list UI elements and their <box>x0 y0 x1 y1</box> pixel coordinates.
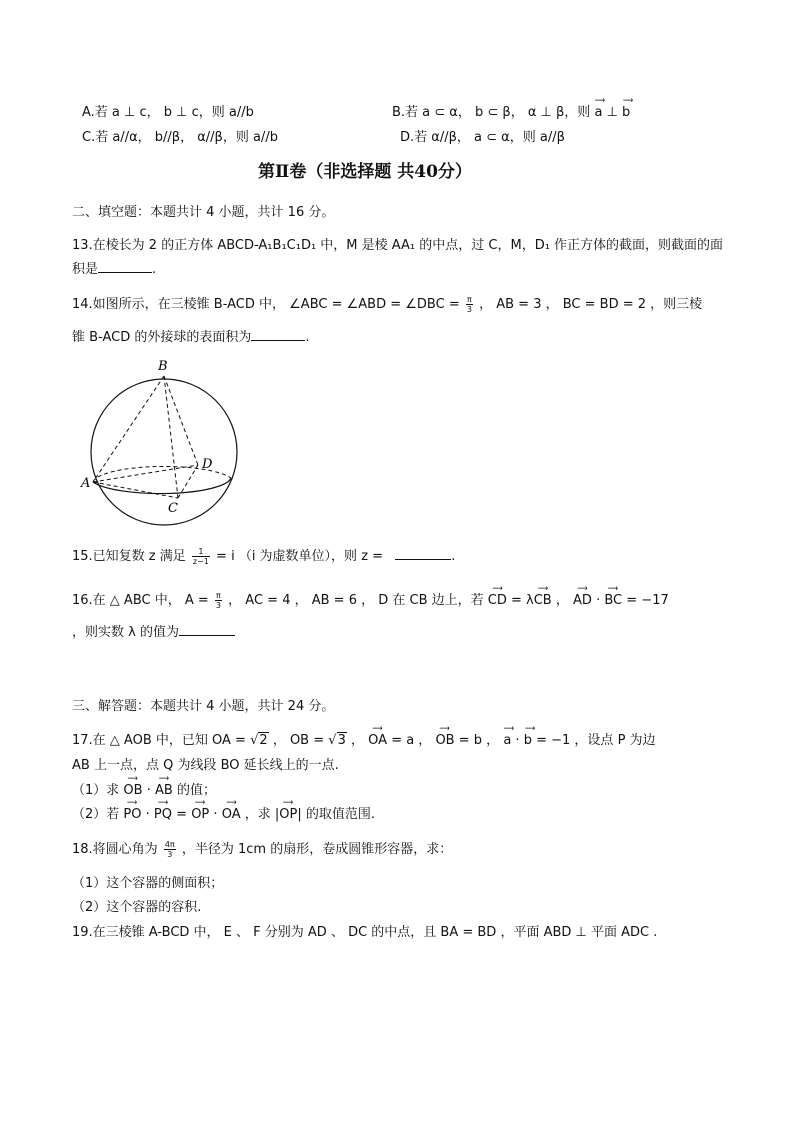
question-17-part2 <box>72 803 375 822</box>
question-17-line2: AB 上一点，点 Q 为线段 BO 延长线上的一点. <box>72 758 339 773</box>
q16-value: = −17 <box>626 593 669 608</box>
q14-text-2: 锥 B-ACD 的外接球的表面积为 <box>72 330 252 345</box>
q17-p1-post: 的值； <box>176 783 216 798</box>
frac-num: π <box>216 591 221 600</box>
fraction-pi-over-3 <box>215 591 222 610</box>
q17-p1-pre: （1）求 <box>72 783 120 798</box>
dot-product: · <box>213 807 218 822</box>
vector-bc: ⟶ BC <box>604 593 622 608</box>
vector-cb: ⟶ CB <box>534 593 552 608</box>
vector-b: ⟶ b <box>622 105 630 120</box>
question-18-part1: （1）这个容器的侧面积； <box>72 876 224 891</box>
perp-sign: ⊥ <box>606 105 618 120</box>
q14-text-post: ， AB = 3 ， BC = BD = 2 ，则三棱 <box>479 297 703 312</box>
vector-oa: ⟶ OA <box>222 807 241 822</box>
answer-blank[interactable] <box>395 547 451 560</box>
question-13-line1: 13.在棱长为 2 的正方体 ABCD-A₁B₁C₁D₁ 中，M 是棱 AA₁ 的中点，过 C，M，D₁ 作正方体的截面，则截面的面 <box>72 238 724 253</box>
vector-ab: ⟶ AB <box>155 783 173 798</box>
frac-den: 3 <box>167 850 173 859</box>
vector-ob: ⟶ OB <box>123 783 142 798</box>
q16-eq: = λ <box>511 593 534 608</box>
fraction-pi-over-3 <box>466 295 473 314</box>
vector-a: ⟶ a <box>594 105 602 120</box>
vector-ad: ⟶ AD <box>573 593 592 608</box>
section-heading-fill: 二、填空题：本题共计 4 小题，共计 16 分。 <box>72 205 335 220</box>
question-14-line1 <box>72 293 702 314</box>
frac-num: π <box>466 295 472 304</box>
question-19: 19.在三棱锥 A-BCD 中， E 、 F 分别为 AD 、 DC 的中点，且 BA = BD ，平面 ABD ⊥ 平面 ADC . <box>72 925 658 940</box>
vector-op: ⟶ OP <box>191 807 209 822</box>
label-a: A <box>81 476 91 491</box>
question-16-line1 <box>72 589 669 610</box>
frac-den: 3 <box>466 305 472 314</box>
label-c: C <box>168 501 178 516</box>
edge-ba <box>93 376 164 482</box>
frac-num: 4π <box>164 840 175 849</box>
edge-ad <box>93 465 198 482</box>
q16-mid: ， AC = 4 ， AB = 6 ， D 在 CB 边上，若 <box>228 593 484 608</box>
question-18-part2: （2）这个容器的容积. <box>72 900 202 915</box>
q16-line2-text: ，则实数 λ 的值为 <box>72 625 179 640</box>
vector-oa: ⟶ OA <box>368 733 387 748</box>
dot-product: · <box>515 733 520 748</box>
q14-text-pre: 14.如图所示，在三棱锥 B-ACD 中， ∠ABC = ∠ABD = ∠DBC = <box>72 297 460 312</box>
q17-pre: 17.在 △ AOB 中，已知 OA = <box>72 733 246 748</box>
option-b <box>392 101 630 120</box>
answer-blank[interactable] <box>179 623 235 636</box>
dot-product: · <box>145 807 150 822</box>
question-16-line2 <box>72 621 235 640</box>
q17-p2-post: | 的取值范围. <box>297 807 375 822</box>
sqrt-2-value: 2 <box>259 733 268 748</box>
vector-op: ⟶ OP <box>279 807 297 822</box>
dot-product: · <box>146 783 151 798</box>
option-c: C.若 a//α， b//β， α//β，则 a//b <box>82 130 278 145</box>
vector-po: ⟶ PO <box>123 807 141 822</box>
frac-den: 3 <box>215 601 222 610</box>
vector-ob: ⟶ OB <box>435 733 454 748</box>
sqrt-3: √3 <box>328 733 346 748</box>
q17-comma: ， <box>350 733 364 748</box>
answer-blank[interactable] <box>98 260 152 273</box>
edge-bc <box>164 376 178 498</box>
fraction-4pi-over-3 <box>164 840 176 859</box>
dot-product: · <box>596 593 601 608</box>
option-d: D.若 α//β， a ⊂ α，则 a//β <box>400 130 565 145</box>
q13-period: . <box>152 262 157 277</box>
sqrt-2: √2 <box>250 733 268 748</box>
answer-blank[interactable] <box>251 328 305 341</box>
question-13-line2 <box>72 258 156 277</box>
q14-period: . <box>305 330 310 345</box>
part-title: 第Ⅱ卷（非选择题 共40分） <box>258 162 472 182</box>
q17-eq-b: = b ， <box>458 733 500 748</box>
vector-pq: ⟶ PQ <box>154 807 172 822</box>
q15-pre: 15.已知复数 z 满足 <box>72 549 186 564</box>
equals: = <box>176 807 188 822</box>
q18-pre: 18.将圆心角为 <box>72 842 158 857</box>
section-heading-solve: 三、解答题：本题共计 4 小题，共计 24 分。 <box>72 699 335 714</box>
q18-post: ，半径为 1cm 的扇形，卷成圆锥形容器，求： <box>181 842 453 857</box>
question-17-part1 <box>72 779 216 798</box>
option-b-text: B.若 a ⊂ α， b ⊂ β， α ⊥ β，则 <box>392 105 591 120</box>
sqrt-3-value: 3 <box>337 733 346 748</box>
q17-ob-text: ， OB = <box>272 733 325 748</box>
q15-period: . <box>451 549 456 564</box>
question-14-line2 <box>72 326 309 345</box>
option-a: A.若 a ⊥ c， b ⊥ c，则 a//b <box>82 105 254 120</box>
q16-pre: 16.在 △ ABC 中， A = <box>72 593 209 608</box>
q13-text: 积是 <box>72 262 99 277</box>
frac-num: 1 <box>192 547 210 557</box>
fraction-1-over-z-1 <box>192 547 210 566</box>
label-d: D <box>202 457 213 472</box>
frac-den: z−1 <box>192 557 209 566</box>
question-15 <box>72 545 455 566</box>
q15-post: = i （i 为虚数单位），则 z = <box>216 549 384 564</box>
vector-b: ⟶ b <box>524 733 532 748</box>
vector-a: ⟶ a <box>503 733 511 748</box>
q17-post: = −1 ，设点 P 为边 <box>536 733 656 748</box>
vector-cd: ⟶ CD <box>488 593 507 608</box>
q17-p2-mid: ，求 | <box>244 807 280 822</box>
q17-p2-pre: （2）若 <box>72 807 120 822</box>
q17-eq-a: = a ， <box>391 733 432 748</box>
label-b: B <box>158 359 168 374</box>
sphere-tetrahedron-figure <box>78 352 248 532</box>
q16-comma: ， <box>555 593 569 608</box>
question-17-line1 <box>72 729 656 748</box>
question-18 <box>72 838 452 859</box>
